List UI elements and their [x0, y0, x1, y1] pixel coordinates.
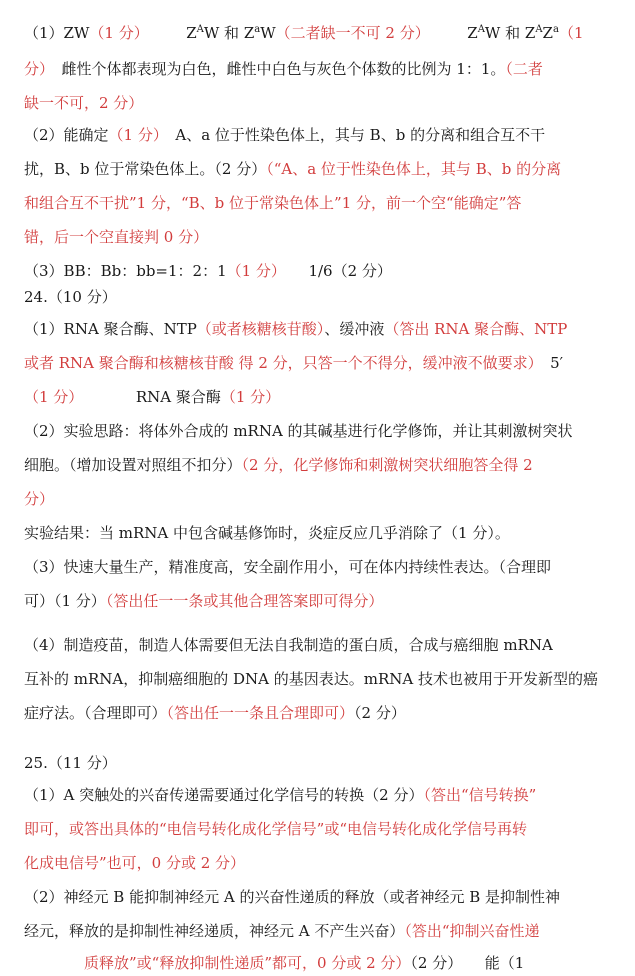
scoring-note: 质释放”或“释放抑制性递质”都可，0 分或 2 分） [24, 954, 411, 972]
answer-text: 扰，B、b 位于常染色体上。（2 分） [24, 160, 267, 178]
superscript: A [535, 24, 543, 35]
answer-text: 1/6（2 分） [278, 262, 392, 280]
superscript: a [254, 24, 261, 35]
text-line [24, 700, 619, 726]
scoring-note: （答出“信号转换” [423, 786, 537, 804]
scoring-note: （二者缺一不可 2 分） [275, 24, 423, 42]
answer-text: W [260, 24, 276, 42]
text-line [24, 452, 619, 478]
answer-text: （3）BB：Bb：bb=1：2：1 [24, 262, 227, 280]
text-line [24, 816, 619, 842]
text-line [24, 224, 619, 250]
text-line [24, 782, 619, 808]
scoring-note: （答出任一一条且合理即可） [166, 704, 355, 722]
scoring-note: （答出“抑制兴奋性递 [404, 922, 540, 940]
text-line [24, 384, 619, 410]
text-line [24, 486, 619, 512]
answer-text: 可）（1 分） [24, 592, 106, 610]
answer-text: （1）RNA 聚合酶、NTP [24, 320, 197, 338]
superscript: a [552, 24, 559, 35]
text-line [24, 554, 619, 580]
answer-text: 实验结果：当 mRNA 中包含碱基修饰时，炎症反应几乎消除了（1 分）。 [24, 524, 510, 542]
text-line [24, 258, 619, 284]
text-line [24, 90, 619, 116]
answer-text: 细胞。（增加设置对照组不扣分） [24, 456, 242, 474]
text-line [24, 56, 619, 82]
answer-text: （4）制造疫苗，制造人体需要但无法自我制造的蛋白质，合成与癌细胞 mRNA [24, 636, 553, 654]
superscript: A [477, 24, 485, 35]
text-line [24, 350, 619, 376]
scoring-note: 即可，或答出具体的“电信号转化成化学信号”或“电信号转化成化学信号再转 [24, 820, 528, 838]
text-line [24, 632, 619, 658]
answer-text: 雌性个体都表现为白色，雌性中白色与灰色个体数的比例为 1：1。 [46, 60, 506, 78]
scoring-note: 缺一不可，2 分） [24, 94, 144, 112]
answer-text: （1）ZW [24, 24, 90, 42]
superscript: A [196, 24, 204, 35]
text-line [24, 666, 619, 692]
scoring-note: （答出 RNA 聚合酶、NTP [384, 320, 568, 338]
scoring-note: 分） [24, 60, 47, 78]
scoring-note: （1 [558, 24, 584, 42]
answer-text: 、缓冲液 [324, 320, 385, 338]
scoring-note: （2 分，化学修饰和刺激树突状细胞答全得 2 [241, 456, 533, 474]
question-heading [24, 284, 619, 310]
scoring-note: （1 分） [24, 388, 76, 406]
text-line [24, 588, 619, 614]
answer-text: 互补的 mRNA，抑制癌细胞的 DNA 的基因表达。mRNA 技术也被用于开发新型的癌 [24, 670, 599, 688]
answer-text: 24.（10 分） [24, 288, 117, 306]
answer-text: （2）神经元 B 能抑制神经元 A 的兴奋性递质的释放（或者神经元 B 是抑制性神 [24, 888, 561, 906]
scoring-note: 错，后一个空直接判 0 分） [24, 228, 209, 246]
scoring-note: 和组合互不干扰”1 分，“B、b 位于常染色体上”1 分，前一个空“能确定”答 [24, 194, 522, 212]
answer-text: （2 分） 能（1 [410, 954, 525, 972]
text-line [24, 156, 619, 182]
answer-text: （3）快速大量生产，精准度高，安全副作用小，可在体内持续性表达。（合理即 [24, 558, 552, 576]
answer-text: W 和 Z [484, 24, 536, 42]
text-line [24, 20, 619, 46]
scoring-note: 或者 RNA 聚合酶和核糖核苷酸 得 2 分，只答一个不得分，缓冲液不做要求） [24, 354, 536, 372]
text-line [24, 950, 619, 976]
text-line [24, 918, 619, 944]
text-line [24, 418, 619, 444]
scoring-note: （1 分） [226, 262, 279, 280]
answer-text: （2 分） [354, 704, 406, 722]
text-line [24, 884, 619, 910]
text-line [24, 316, 619, 342]
answer-text: （2）能确定 [24, 126, 109, 144]
scoring-note: 分） [24, 490, 55, 508]
answer-text: （2）实验思路：将体外合成的 mRNA 的其碱基进行化学修饰，并让其刺激树突状 [24, 422, 573, 440]
answer-text: Z [542, 24, 553, 42]
scoring-note: （1 分） [220, 388, 281, 406]
answer-text: 25.（11 分） [24, 754, 117, 772]
answer-text: Z [141, 24, 197, 42]
answer-text: 经元，释放的是抑制性神经递质，神经元 A 不产生兴奋） [24, 922, 405, 940]
text-line [24, 122, 619, 148]
answer-text: RNA 聚合酶 [75, 388, 221, 406]
answer-text: （1）A 突触处的兴奋传递需要通过化学信号的转换（2 分） [24, 786, 424, 804]
answer-text: W 和 Z [203, 24, 255, 42]
answer-text: 5′ [535, 354, 564, 372]
scoring-note: （“A、a 位于性染色体上，其与 B、b 的分离 [266, 160, 562, 178]
scoring-note: （二者 [505, 60, 543, 78]
text-line [24, 520, 619, 546]
text-line [24, 190, 619, 216]
question-heading [24, 750, 619, 776]
answer-text: 症疗法。（合理即可） [24, 704, 167, 722]
scoring-note: （1 分） [89, 24, 142, 42]
answer-text: A、a 位于性染色体上，其与 B、b 的分离和组合互不干 [160, 126, 546, 144]
text-line [24, 850, 619, 876]
scoring-note: （答出任一一条或其他合理答案即可得分） [105, 592, 384, 610]
scoring-note: （1 分） [108, 126, 161, 144]
scoring-note: （或者核糖核苷酸） [196, 320, 325, 338]
scoring-note: 化成电信号”也可，0 分或 2 分） [24, 854, 246, 872]
answer-text: Z [422, 24, 478, 42]
